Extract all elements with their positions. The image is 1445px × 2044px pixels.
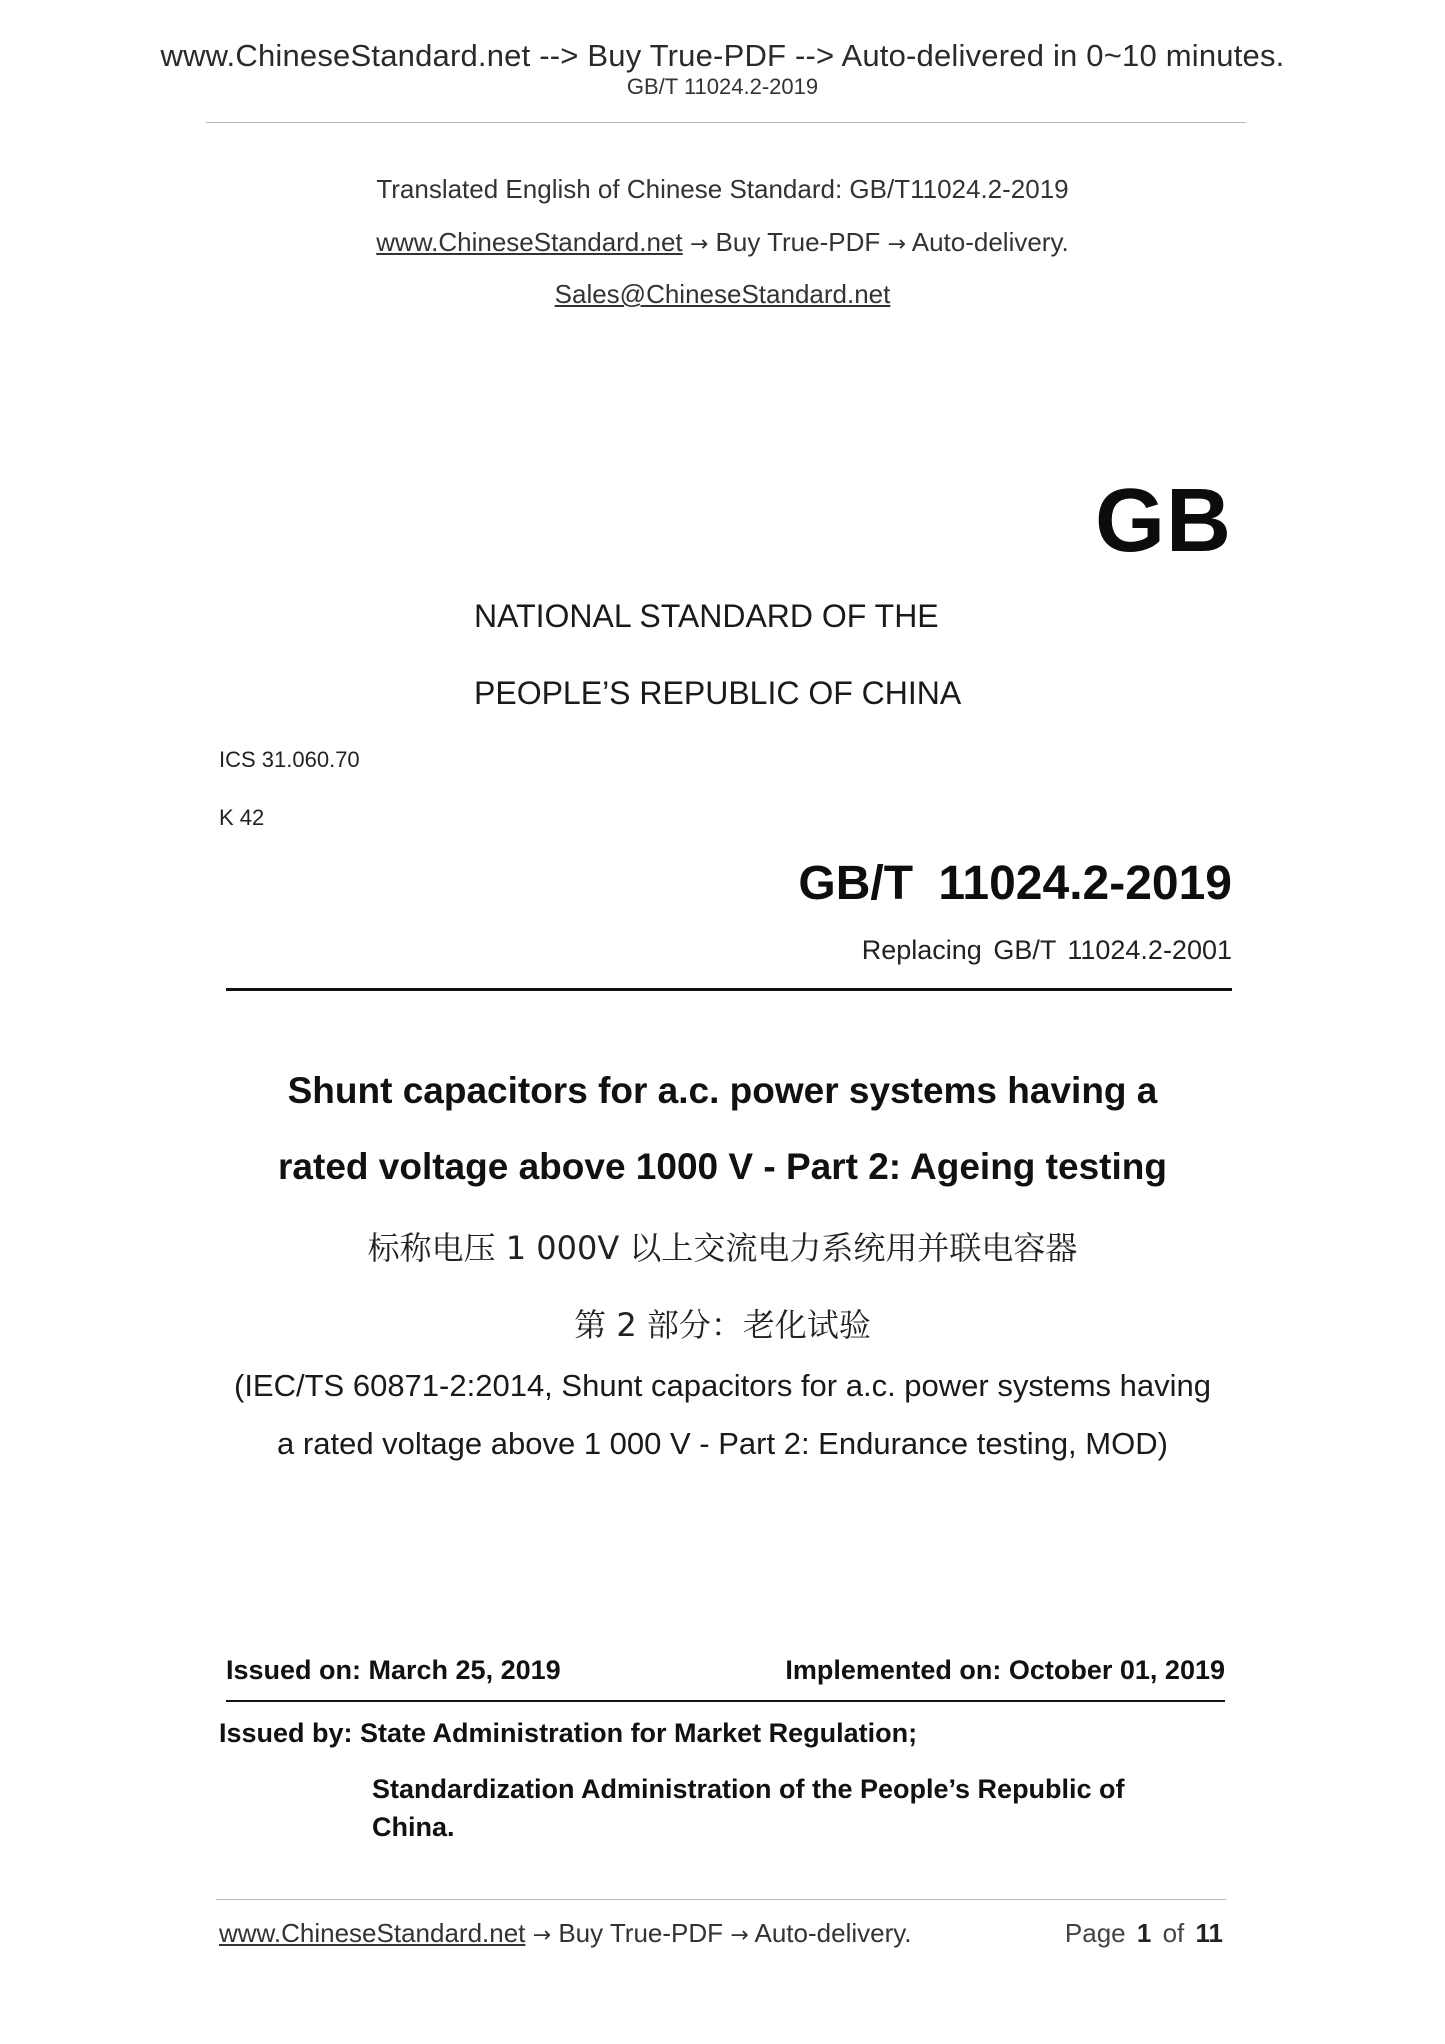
right-arrow-icon: → <box>532 1923 552 1948</box>
iec-reference-line2: a rated voltage above 1 000 V - Part 2: Endurance testing, MOD) <box>277 1426 1168 1461</box>
title-line1: Shunt capacitors for a.c. power systems having a <box>287 1070 1158 1111</box>
right-arrow-icon: → <box>689 232 709 257</box>
ics-code: ICS 31.060.70 <box>219 747 360 772</box>
standard-number: GB/T 11024.2-2019 <box>798 857 1232 910</box>
header-divider <box>206 122 1246 123</box>
translation-note: Translated English of Chinese Standard: GB/T11024.2-2019 <box>376 174 1069 204</box>
purchase-line <box>0 227 1445 258</box>
national-standard-line1: NATIONAL STANDARD OF THE <box>474 598 939 634</box>
email-line <box>0 279 1445 310</box>
footer-buy-text: Buy True-PDF <box>558 1918 724 1948</box>
delivery-text: Auto-delivery. <box>911 227 1069 257</box>
dates-divider <box>226 1700 1225 1702</box>
issued-by-line2: Standardization Administration of the People’s Republic of China. <box>372 1774 1125 1842</box>
page-indicator <box>1065 1918 1223 1949</box>
page-number: 1 <box>1136 1918 1152 1948</box>
title-divider <box>226 988 1232 991</box>
iec-reference-line1: (IEC/TS 60871-2:2014, Shunt capacitors for a.c. power systems having <box>234 1368 1211 1403</box>
ccs-code: K 42 <box>219 805 265 830</box>
replacing-standard: Replacing GB/T 11024.2-2001 <box>861 935 1232 965</box>
site-link[interactable]: www.ChineseStandard.net <box>376 227 683 257</box>
sales-email-link[interactable]: Sales@ChineseStandard.net <box>554 279 891 309</box>
page-label: Page <box>1064 1918 1126 1948</box>
footer-delivery-text: Auto-delivery. <box>754 1918 912 1948</box>
national-standard-line2: PEOPLE’S REPUBLIC OF CHINA <box>474 675 962 711</box>
issued-by-line1: Issued by: State Administration for Market Regulation; <box>219 1718 918 1748</box>
of-label: of <box>1162 1918 1185 1948</box>
buy-text: Buy True-PDF <box>715 227 881 257</box>
gb-logo: GB <box>1095 471 1232 571</box>
right-arrow-icon: → <box>730 1923 749 1948</box>
top-banner: www.ChineseStandard.net --> Buy True-PDF --> Auto-delivered in 0~10 minutes. <box>160 38 1285 73</box>
issued-on-date: Issued on: March 25, 2019 <box>226 1655 561 1685</box>
chinese-title-line2: 第 2 部分：老化试验 <box>574 1306 871 1344</box>
footer-divider <box>216 1899 1226 1900</box>
page-total: 11 <box>1195 1918 1223 1948</box>
footer-site-link[interactable]: www.ChineseStandard.net <box>219 1918 526 1948</box>
header-standard-code: GB/T 11024.2-2019 <box>626 74 819 99</box>
footer-purchase-line <box>219 1918 912 1949</box>
title-line2: rated voltage above 1000 V - Part 2: Ageing testing <box>278 1146 1167 1187</box>
implemented-on-date: Implemented on: October 01, 2019 <box>785 1655 1225 1685</box>
chinese-title-line1: 标称电压 1 000V 以上交流电力系统用并联电容器 <box>367 1229 1078 1267</box>
right-arrow-icon: → <box>887 232 906 257</box>
